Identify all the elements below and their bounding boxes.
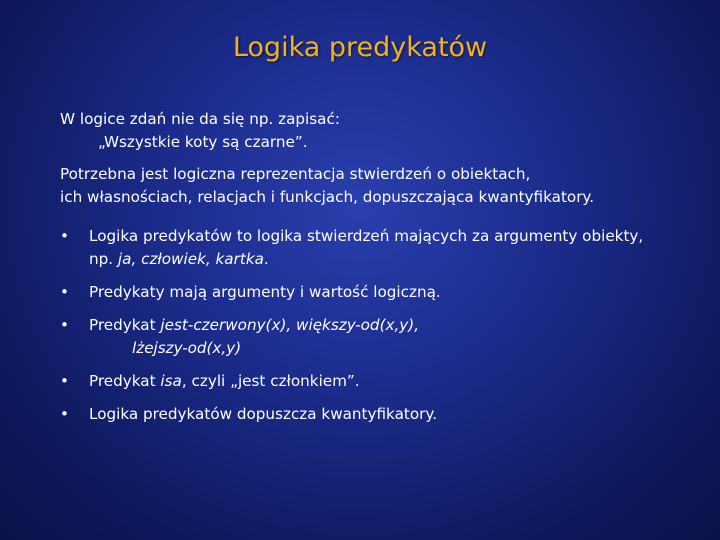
intro-paragraph bbox=[60, 108, 700, 154]
bullet-4-end: , czyli „jest członkiem”. bbox=[181, 372, 360, 390]
bullet-icon: • bbox=[60, 405, 69, 423]
need-paragraph bbox=[60, 163, 700, 209]
list-item bbox=[60, 403, 700, 426]
bullet-5-text: Logika predykatów dopuszcza kwantyfikatory. bbox=[89, 405, 438, 423]
bullet-1-text-2: np. bbox=[89, 250, 118, 268]
bullet-4-text: Predykat bbox=[89, 372, 161, 390]
bullet-icon: • bbox=[60, 283, 69, 301]
bullet-icon: • bbox=[60, 316, 69, 334]
need-line-2: ich własnościach, relacjach i funkcjach, dopuszczająca kwantyfikatory. bbox=[60, 188, 595, 206]
bullet-1-end: . bbox=[263, 250, 269, 268]
intro-line-1: W logice zdań nie da się np. zapisać: bbox=[60, 110, 340, 128]
list-item bbox=[60, 314, 700, 360]
list-item bbox=[60, 370, 700, 393]
bullet-2-text: Predykaty mają argumenty i wartość logiczną. bbox=[89, 283, 441, 301]
bullet-3-predicates: jest-czerwony(x), większy-od(x,y), bbox=[160, 316, 420, 334]
intro-quote: „Wszystkie koty są czarne”. bbox=[98, 133, 308, 151]
slide-content bbox=[60, 108, 700, 436]
bullet-list bbox=[60, 225, 700, 426]
list-item bbox=[60, 225, 700, 271]
bullet-3-predicates-2: lżejszy-od(x,y) bbox=[132, 339, 242, 357]
bullet-1-text: Logika predykatów to logika stwierdzeń mających za argumenty obiekty, bbox=[89, 227, 644, 245]
list-item bbox=[60, 281, 700, 304]
need-line-1: Potrzebna jest logiczna reprezentacja stwierdzeń o obiektach, bbox=[60, 165, 531, 183]
bullet-icon: • bbox=[60, 372, 69, 390]
bullet-4-isa: isa bbox=[160, 372, 182, 390]
bullet-1-examples: ja, człowiek, kartka bbox=[117, 250, 264, 268]
bullet-3-text: Predykat bbox=[89, 316, 161, 334]
slide-title: Logika predykatów bbox=[232, 32, 488, 63]
bullet-icon: • bbox=[60, 227, 69, 245]
